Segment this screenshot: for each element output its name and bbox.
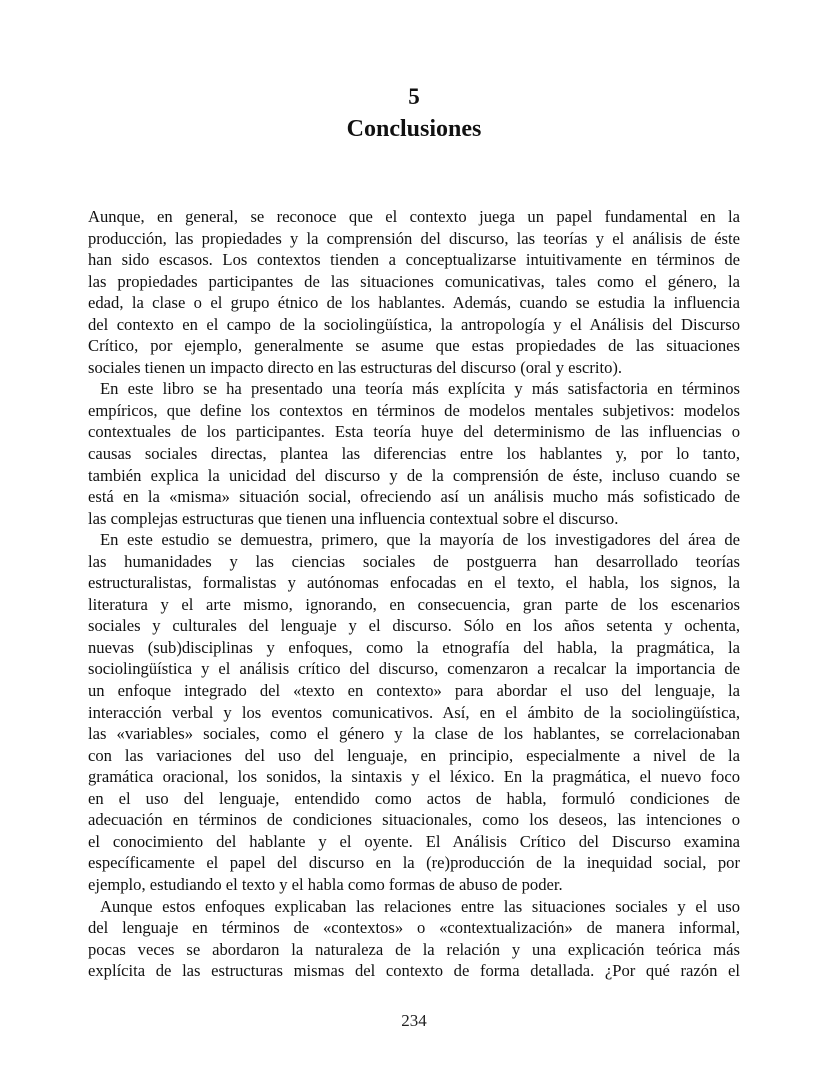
text-line: En este estudio se demuestra, primero, que la mayoría de los investigadores del área de <box>100 530 740 550</box>
text-line: explícita de las estructuras mismas del contexto de forma detallada. ¿Por qué razón el <box>88 961 740 981</box>
text-line: adecuación en términos de condiciones situacionales, como los deseos, las intenciones o <box>88 810 740 830</box>
body-text <box>88 206 740 982</box>
text-line: las humanidades y las ciencias sociales de postguerra han desarrollado teorías <box>88 551 740 571</box>
text-line: contextuales de los participantes. Esta teoría huye del determinismo de las influencias o <box>88 422 740 442</box>
text-line: las «variables» sociales, como el género y la clase de los hablantes, se correlacionaban <box>88 724 740 744</box>
text-line: sociales tienen un impacto directo en las estructuras del discurso (oral y escrito). <box>88 357 623 377</box>
text-line: empíricos, que define los contextos en términos de modelos mentales subjetivos: modelos <box>88 400 740 420</box>
text-line: está en la «misma» situación social, ofreciendo así un análisis mucho más sofisticado de <box>88 487 740 507</box>
text-line: pocas veces se abordaron la naturaleza de la relación y una explicación teórica más <box>88 939 740 959</box>
text-line: también explica la unicidad del discurso y de la comprensión de éste, incluso cuando se <box>88 465 740 485</box>
text-line: con las variaciones del uso del lenguaje, en principio, especialmente a nivel de la <box>88 745 740 765</box>
text-line: un enfoque integrado del «texto en contexto» para abordar el uso del lenguaje, la <box>88 681 740 701</box>
text-line: Crítico, por ejemplo, generalmente se asume que estas propiedades de las situaciones <box>88 336 740 356</box>
text-line: producción, las propiedades y la comprensión del discurso, las teorías y el análisis de éste <box>88 228 740 248</box>
text-line: literatura y el arte mismo, ignorando, en consecuencia, gran parte de los escenarios <box>88 594 740 614</box>
paragraph <box>88 529 740 895</box>
text-line: las complejas estructuras que tienen una influencia contextual sobre el discurso. <box>88 508 619 528</box>
text-line: nuevas (sub)disciplinas y enfoques, como la etnografía del habla, la pragmática, la <box>88 637 740 657</box>
text-line: sociolingüística y el análisis crítico del discurso, comenzaron a recalcar la importancia de <box>88 659 740 679</box>
text-line: del contexto en el campo de la sociolingüística, la antropología y el Análisis del Discurso <box>88 314 740 334</box>
paragraph <box>88 378 740 529</box>
text-line: Aunque estos enfoques explicaban las relaciones entre las situaciones sociales y el uso <box>100 896 740 916</box>
page-number: 234 <box>401 1011 427 1030</box>
text-line: causas sociales directas, plantea las diferencias entre los hablantes y, por lo tanto, <box>88 444 740 464</box>
text-line: estructuralistas, formalistas y autónomas enfocadas en el texto, el habla, los signos, la <box>88 573 740 593</box>
text-line: ejemplo, estudiando el texto y el habla como formas de abuso de poder. <box>88 874 563 894</box>
chapter-number: 5 <box>408 84 420 109</box>
text-line: Aunque, en general, se reconoce que el contexto juega un papel fundamental en la <box>88 207 740 226</box>
paragraph <box>88 206 740 378</box>
text-line: las propiedades participantes de las situaciones comunicativas, tales como el género, la <box>88 271 740 291</box>
text-line: han sido escasos. Los contextos tienden a conceptualizarse intuitivamente en términos de <box>88 250 740 270</box>
text-line: edad, la clase o el grupo étnico de los hablantes. Además, cuando se estudia la influencia <box>88 293 740 313</box>
text-line: el conocimiento del hablante y el oyente. El Análisis Crítico del Discurso examina <box>88 831 740 851</box>
paragraph <box>88 896 740 982</box>
text-line: gramática oracional, los sonidos, la sintaxis y el léxico. En la pragmática, el nuevo foco <box>88 767 740 787</box>
text-line: en el uso del lenguaje, entendido como actos de habla, formuló condiciones de <box>88 788 740 808</box>
chapter-title: Conclusiones <box>346 116 482 142</box>
text-line: interacción verbal y los eventos comunicativos. Así, en el ámbito de la sociolingüística, <box>88 702 740 722</box>
text-line: específicamente el papel del discurso en la (re)producción de la inequidad social, por <box>88 853 740 873</box>
text-line: del lenguaje en términos de «contextos» o «contextualización» de manera informal, <box>88 918 740 938</box>
text-line: En este libro se ha presentado una teoría más explícita y más satisfactoria en términos <box>100 379 740 399</box>
text-line: sociales y culturales del lenguaje y el discurso. Sólo en los años setenta y ochenta, <box>88 616 740 636</box>
